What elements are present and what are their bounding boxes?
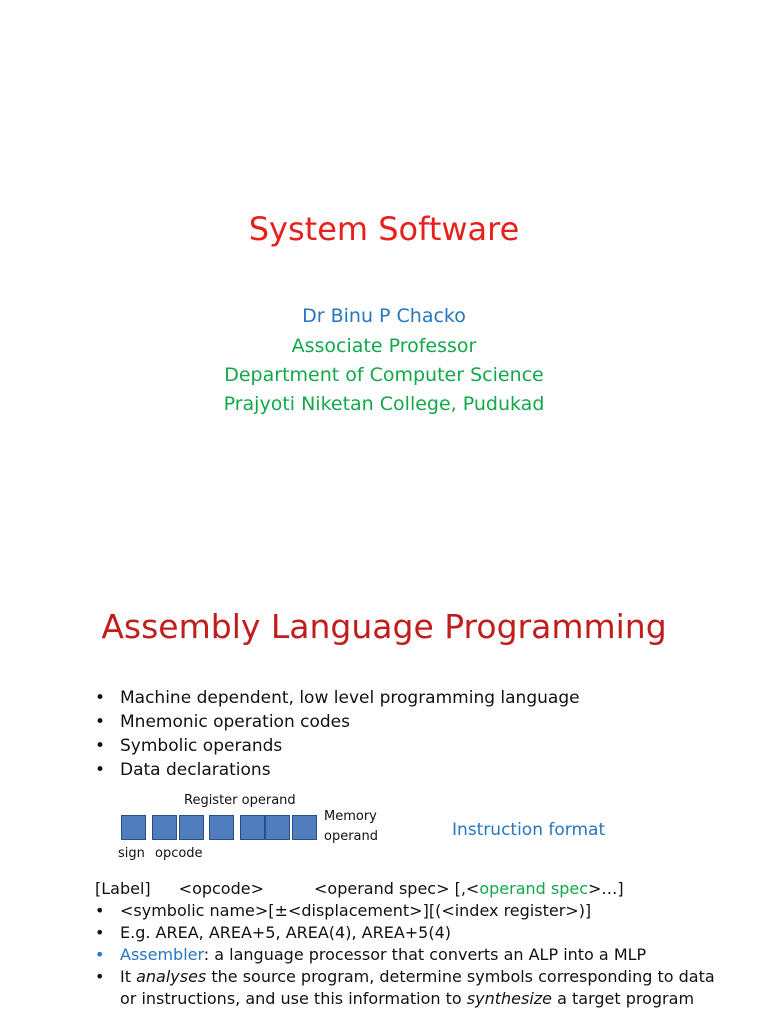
slide1-title: System Software	[248, 210, 520, 248]
assembler-definition: : a language processor that converts an ALP into a MLP	[203, 945, 647, 964]
operand-spec: <operand spec> [,<	[314, 879, 480, 898]
author-college: Prajyoti Niketan College, Pudukad	[223, 393, 545, 415]
list-item: • Data declarations	[95, 758, 580, 782]
opcode-field-box	[152, 815, 177, 840]
operand-notes-list	[95, 900, 735, 1010]
feature-bullet-list	[95, 686, 580, 782]
list-item	[95, 966, 735, 1010]
analyses-text: a target program	[552, 989, 695, 1008]
memory-field-box	[292, 815, 317, 840]
author-role: Associate Professor	[291, 335, 477, 357]
operand-spec-optional: operand spec	[479, 879, 589, 898]
list-item: • Symbolic operands	[95, 734, 580, 758]
memory-field-box	[240, 815, 265, 840]
analyses-text: It	[120, 967, 137, 986]
label-field: [Label]	[95, 879, 151, 898]
list-item: • <symbolic name>[±<displacement>][(<index register>)]	[95, 900, 735, 922]
opcode-label: opcode	[155, 846, 203, 861]
sign-label: sign	[118, 846, 145, 861]
memory-operand-label-line1: Memory	[324, 809, 377, 824]
slide2-title: Assembly Language Programming	[101, 607, 667, 646]
list-item: • Machine dependent, low level programming language	[95, 686, 580, 710]
register-field-box	[209, 815, 234, 840]
analyses-text: the source program, determine symbols corresponding to data or instructions, and use this information to	[120, 967, 715, 1008]
analyses-emphasis: analyses	[136, 967, 207, 986]
list-item	[95, 944, 735, 966]
statement-format-line	[95, 878, 735, 900]
operand-spec-end: >…]	[588, 879, 624, 898]
opcode-field: <opcode>	[178, 879, 264, 898]
memory-field-box	[265, 815, 290, 840]
register-operand-label: Register operand	[184, 793, 296, 808]
instruction-format-caption: Instruction format	[452, 820, 606, 840]
author-department: Department of Computer Science	[224, 364, 544, 386]
list-item: • Mnemonic operation codes	[95, 710, 580, 734]
statement-format-section	[95, 878, 735, 1010]
memory-operand-label-line2: operand	[324, 829, 379, 844]
author-name: Dr Binu P Chacko	[302, 305, 466, 327]
sign-field-box	[121, 815, 146, 840]
synthesize-emphasis: synthesize	[466, 989, 553, 1008]
list-item: • E.g. AREA, AREA+5, AREA(4), AREA+5(4)	[95, 922, 735, 944]
opcode-field-box	[179, 815, 204, 840]
assembler-term: Assembler	[120, 945, 204, 964]
